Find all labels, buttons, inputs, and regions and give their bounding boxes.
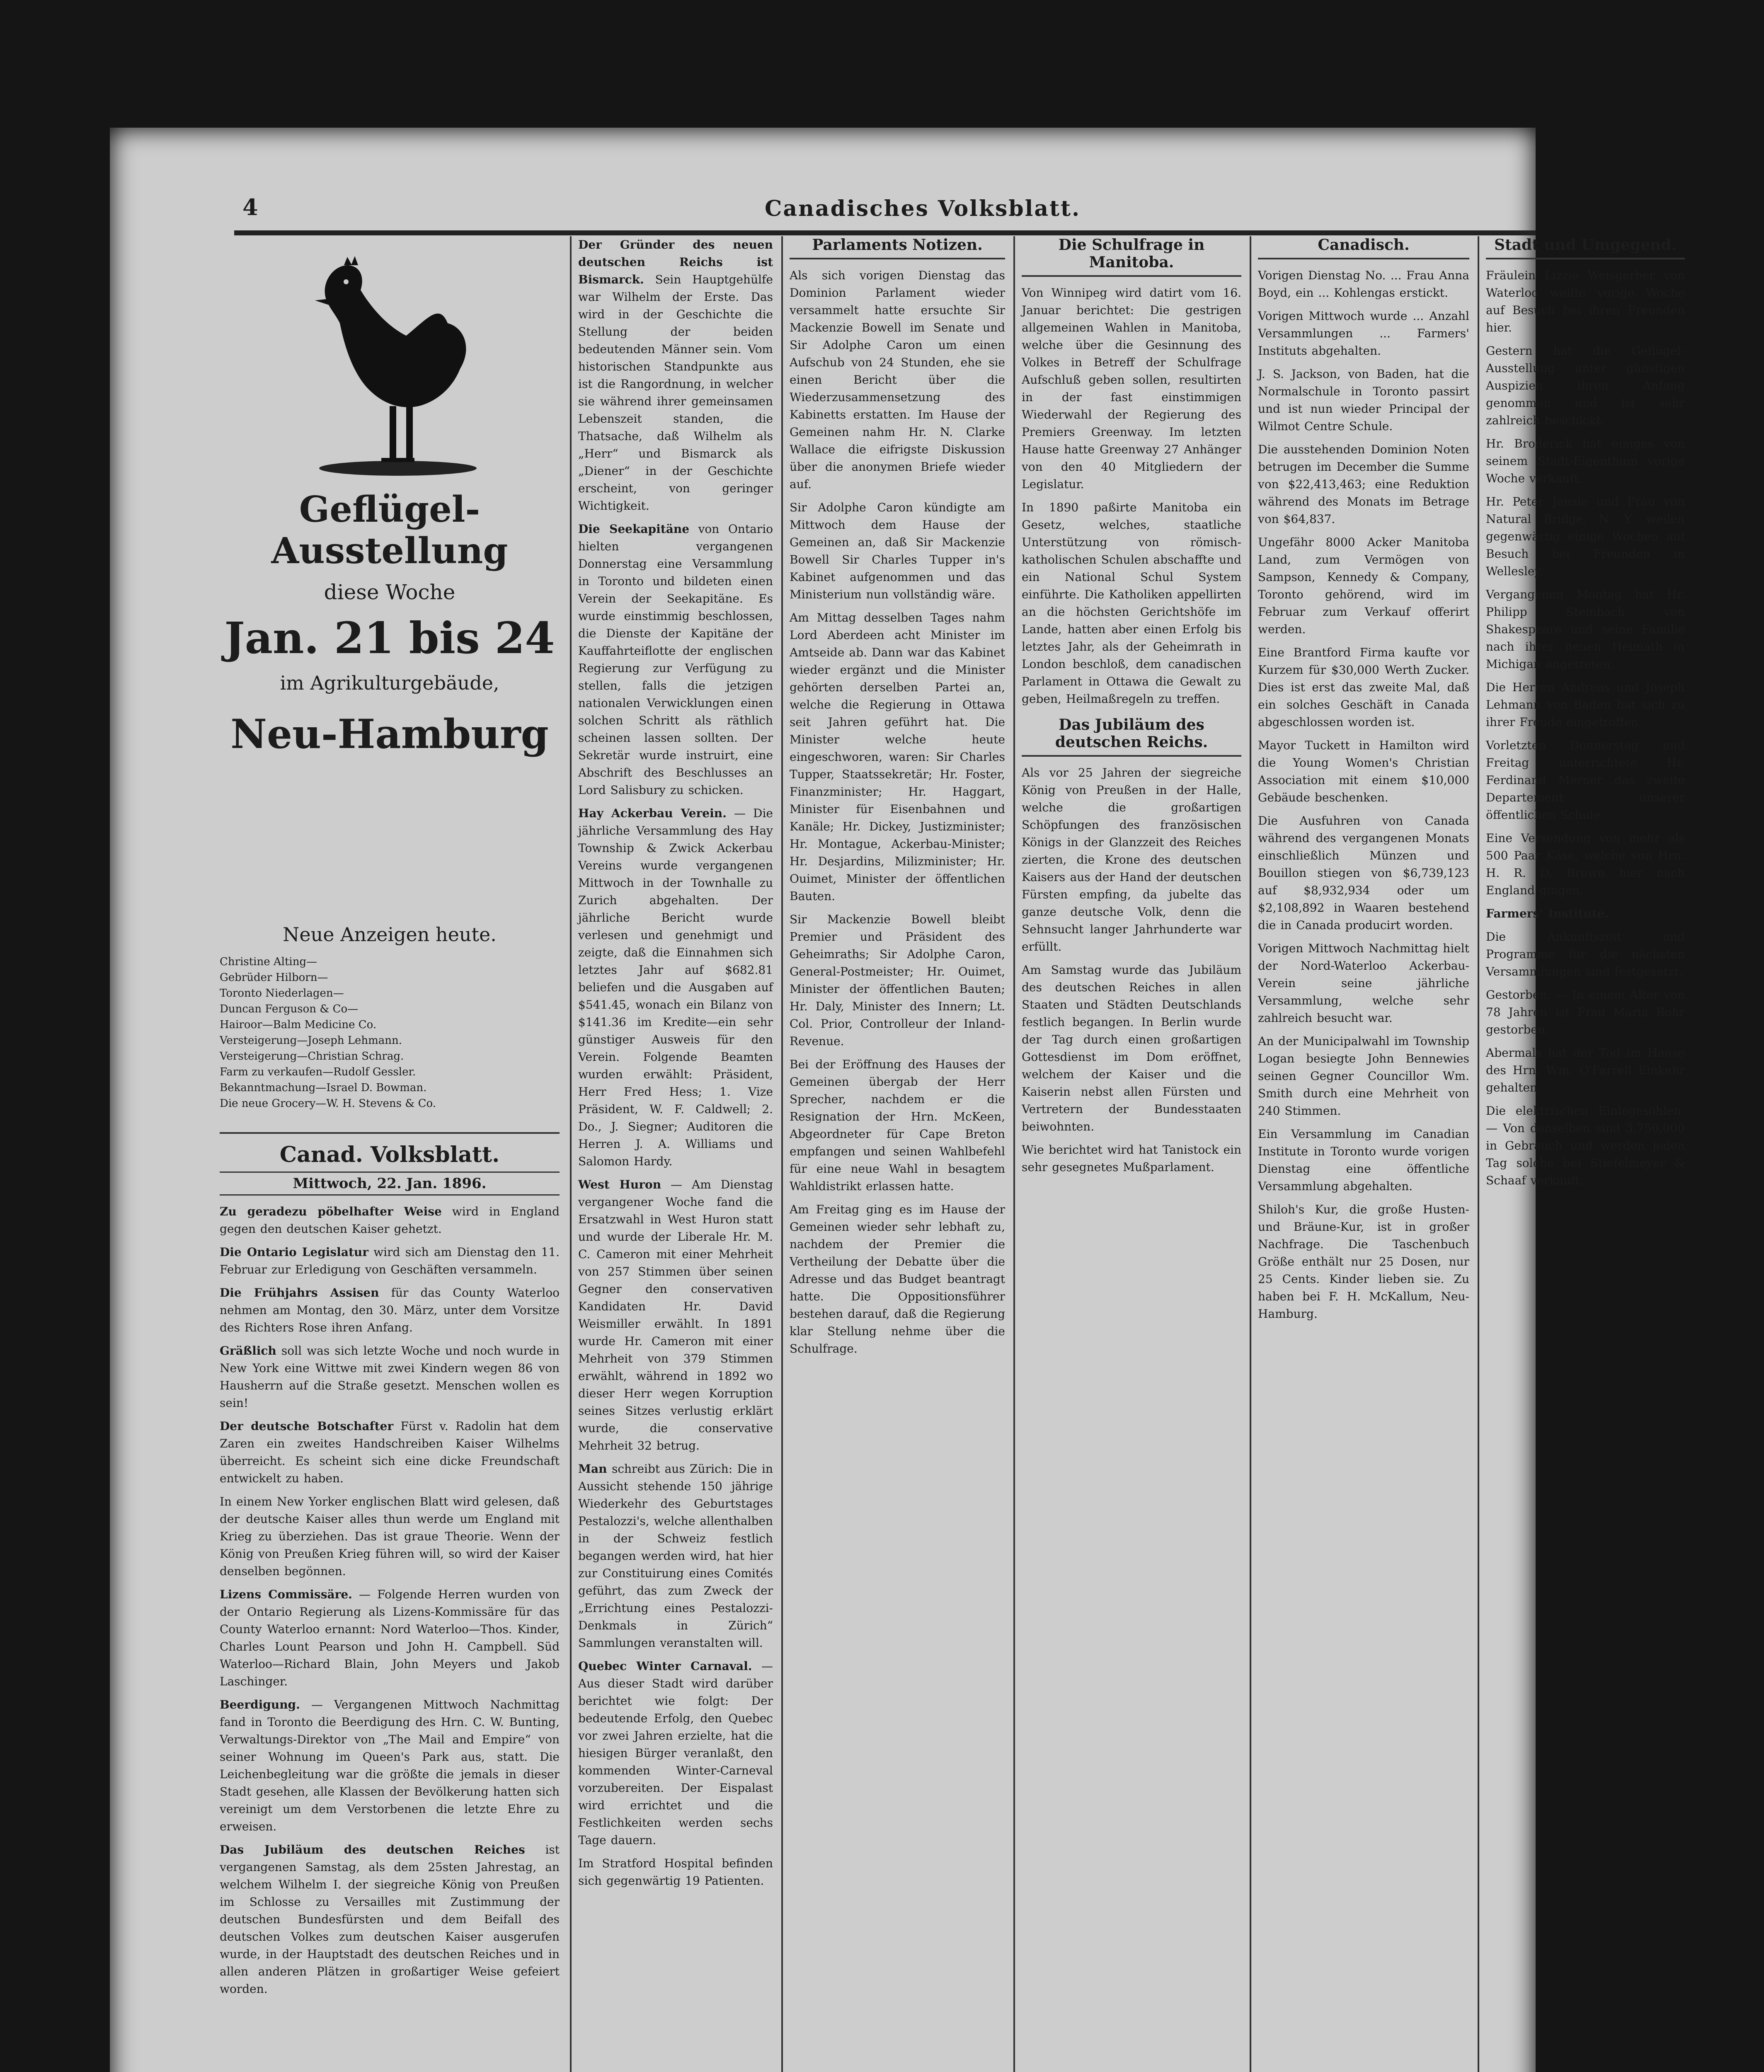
column-rule — [570, 236, 572, 2072]
article-lead: Man — [578, 1462, 607, 1476]
article-paragraph — [1258, 940, 1469, 1027]
column-rule — [1013, 236, 1015, 2072]
article-paragraph — [1022, 1141, 1241, 1176]
page-number: 4 — [242, 194, 258, 220]
article-text: — Aus dieser Stadt wird darüber berichtet wie folgt: Der bedeutende Erfolg, den Quebec vor zwei Jahren erzielte, hat die hiesigen Bürger veranlaßt, den kommenden Winter-Carneval vorzubereiten. Der Eispalast wird errichtet und die Festlichkeiten werden sechs Tage dauern. — [578, 1659, 773, 1847]
new-ad-item: Versteigerung—Christian Schrag. — [220, 1050, 404, 1063]
article-paragraph — [1486, 905, 1685, 922]
new-ad-item: Hairoor—Balm Medicine Co. — [220, 1019, 377, 1031]
article-lead: Gräßlich — [220, 1344, 276, 1358]
article-paragraph — [1258, 267, 1469, 302]
article-paragraph — [790, 1056, 1005, 1195]
ad-venue: im Agrikulturgebäude, — [280, 672, 499, 694]
article-text: Eine Brantford Firma kaufte vor Kurzem für $30,000 Werth Zucker. Dies ist erst das zweite Mal, daß ein solches Geschäft in Canada abgeschlossen worden ist. — [1258, 646, 1469, 729]
column-6-body — [1486, 236, 1685, 1189]
ad-subtitle: diese Woche — [324, 580, 456, 604]
article-paragraph — [790, 499, 1005, 603]
article-text: Im Stratford Hospital befinden sich gegenwärtig 19 Patienten. — [578, 1857, 773, 1888]
article-text: soll was sich letzte Woche und noch wurde in New York eine Wittwe mit zwei Kindern wegen 86 von Hausherrn auf die Straße gesetzt. Menschen wollen es sein! — [220, 1344, 560, 1410]
page-header — [110, 128, 1536, 252]
article-paragraph — [220, 1244, 560, 1278]
article-text: Gestern hat die Geflügel-Ausstellung unter günstigen Auspizien ihren Anfang genommen und ist sehr zahlreich beschickt. — [1486, 344, 1685, 427]
article-paragraph — [1022, 499, 1241, 708]
article-paragraph — [220, 1586, 560, 1690]
article-text: Vorletzten Donnerstag und Freitag unterrichtete Hr. Ferdinand Merner das zweite Departement unserer öffentlichen Schule. — [1486, 738, 1685, 822]
article-text: Als vor 25 Jahren der siegreiche König von Preußen in der Halle, welche die großartigen Schöpfungen des französischen Königs in der Glanzzeit des Reiches zierten, die Krone des deutschen Kaisers aus der Hand der deutschen Fürsten empfing, da jubelte das ganze deutsche Volk, denn die Sehnsucht langer Jahrhunderte war erfüllt. — [1022, 766, 1241, 954]
article-paragraph — [578, 236, 773, 515]
article-paragraph — [1258, 1126, 1469, 1195]
article-text: Sir Mackenzie Bowell bleibt Premier und Präsident des Geheimraths; Sir Adolphe Caron, General-Postmeister; Hr. Ouimet, Minister der öffentlichen Bauten; Hr. Daly, Minister des Innern; Lt. Col. Prior, Controlleur der Inland-Revenue. — [790, 913, 1005, 1048]
new-ads-title: Neue Anzeigen heute. — [283, 923, 497, 946]
article-paragraph — [1258, 441, 1469, 528]
column-rule — [1250, 236, 1251, 2072]
article-paragraph — [220, 1493, 560, 1580]
article-text: — Am Dienstag vergangener Woche fand die Ersatzwahl in West Huron statt und wurde der Liberale Hr. M. C. Cameron mit einer Mehrheit von 257 Stimmen über seinen Gegner den conservativen Kandidaten Hr. David Weismiller erwählt. In 1891 wurde Hr. Cameron mit einer Mehrheit von 379 Stimmen erwählt, während in 1892 wo dieser Herr wegen Korruption seines Sitzes verlustig erklärt wurde, die conservative Mehrheit 32 betrug. — [578, 1178, 773, 1452]
article-paragraph — [220, 1284, 560, 1336]
article-paragraph — [1486, 737, 1685, 824]
article-text: schreibt aus Zürich: Die in Aussicht stehende 150 jährige Wiederkehr des Geburtstages Pestalozzi's, welche allenthalben in der Schweiz festlich begangen werden wird, hat hier zur Constituirung eines Comités geführt, das zum Zweck der „Errichtung eines Pestalozzi-Denkmals in Zürich“ Sammlungen veranstalten will. — [578, 1462, 773, 1650]
article-text: Vorigen Mittwoch wurde ... Anzahl Versammlungen ... Farmers' Instituts abgehalten. — [1258, 309, 1469, 358]
new-ad-item: Christine Alting— — [220, 956, 317, 968]
article-paragraph — [220, 1418, 560, 1487]
article-text: Als sich vorigen Dienstag das Dominion Parlament wieder versammelt hatte ersuchte Sir Mackenzie Bowell im Senate und Sir Adolphe Caron um einen Aufschub von 24 Stunden, ehe sie einen Bericht über die Wiederzusammensetzung des Kabinetts erstatten. Im Hause der Gemeinen nahm Hr. N. Clarke Wallace die eifrigste Diskussion über die anonymen Briefe wieder auf. — [790, 269, 1005, 491]
new-ads-list — [220, 954, 560, 1111]
article-text: Farmers' Institute. — [1486, 907, 1609, 920]
article-paragraph — [220, 1342, 560, 1412]
article-paragraph — [220, 1203, 560, 1238]
column-4 — [1022, 236, 1241, 2072]
article-text: Die Herren Andreas und Joseph Lehmann von Baden hat sich zu ihrer Freude eingetroffen. — [1486, 680, 1685, 729]
article-lead: Der deutsche Botschafter — [220, 1419, 394, 1433]
new-ad-item: Farm zu verkaufen—Rudolf Gessler. — [220, 1066, 416, 1078]
column-6 — [1486, 236, 1685, 2072]
article-lead: Quebec Winter Carnaval. — [578, 1659, 752, 1673]
article-paragraph — [578, 1176, 773, 1455]
masthead-date: Mittwoch, 22. Jan. 1896. — [220, 1172, 560, 1196]
new-ad-item: Duncan Ferguson & Co— — [220, 1003, 359, 1015]
article-paragraph — [790, 267, 1005, 493]
article-paragraph — [578, 1460, 773, 1652]
article-lead: Beerdigung. — [220, 1698, 300, 1711]
new-ad-item: Die neue Grocery—W. H. Stevens & Co. — [220, 1097, 436, 1110]
article-paragraph — [220, 1696, 560, 1835]
column-title: Stadt und Umgegend. — [1486, 236, 1685, 259]
article-text: Von Winnipeg wird datirt vom 16. Januar berichtet: Die gestrigen allgemeinen Wahlen in Manitoba, welche über die Gesinnung des Volkes in Betreff der Schulfrage Aufschluß geben sollen, resultirten in der fast einstimmigen Wiederwahl der Regierung des Premiers Greenway. Im letzten Hause hatte Greenway 27 Anhänger von den 40 Mitgliedern der Legislatur. — [1022, 286, 1241, 491]
article-paragraph — [1486, 586, 1685, 673]
article-paragraph — [1486, 928, 1685, 980]
poultry-exhibition-ad — [220, 236, 560, 1019]
article-text: An der Municipalwahl im Township Logan besiegte John Bennewies seinen Gegner Councillor Wm. Smith durch eine Mehrheit von 240 Stimmen. — [1258, 1034, 1469, 1118]
header-rule — [234, 230, 1536, 235]
article-text: Hr. Peter Jansie und Frau von Natural Bridge, N. Y. weilen gegenwärtig einige Wochen auf Besuch bei Freunden in Wellesley. — [1486, 495, 1685, 578]
column-title: Parlaments Notizen. — [790, 236, 1005, 259]
article-text: Ungefähr 8000 Acker Manitoba Land, zum Vermögen von Sampson, Kennedy & Company, Toronto gehörend, wird im Februar zum Verkauf offerirt werden. — [1258, 535, 1469, 636]
article-lead: Das Jubiläum des deutschen Reiches — [220, 1843, 525, 1857]
newspaper-title: Canadisches Volksblatt. — [765, 196, 1081, 221]
article-paragraph — [1486, 435, 1685, 487]
article-text: Am Samstag wurde das Jubiläum des deutschen Reiches in allen Staaten und Städten Deutschlands festlich begangen. In Berlin wurde der Tag durch einen großartigen Gottesdienst im Dom eröffnet, welchem der Kaiser und die Kaiserin nebst allen Fürsten und Vertretern der Bundesstaaten beiwohnten. — [1022, 963, 1241, 1133]
article-lead: Die Seekapitäne — [578, 522, 690, 536]
article-paragraph — [1258, 366, 1469, 435]
article-paragraph — [1258, 812, 1469, 934]
column-rule — [781, 236, 783, 2072]
article-text: Die Ausfuhren von Canada während des vergangenen Monats einschließlich Münzen und Bouillon stiegen von $6,739,123 auf $8,932,934 oder um $2,108,892 in Waaren bestehend die in Canada producirt worden. — [1258, 814, 1469, 932]
article-text: Mayor Tuckett in Hamilton wird die Young Women's Christian Association mit einem $10,000 Gebäude beschenken. — [1258, 738, 1469, 804]
article-text: Die Ankunftszeit und Programme für die nächsten Versammlungen sind festgesetzt. — [1486, 930, 1685, 978]
article-paragraph — [1486, 1044, 1685, 1097]
article-text: Shiloh's Kur, die große Husten- und Bräune-Kur, ist in großer Nachfrage. Die Taschenbuch Größe enthält nur 25 Dosen, nur 25 Cents. Kinder lieben sie. Zu haben bei F. H. McKallum, Neu-Hamburg. — [1258, 1203, 1469, 1321]
article-paragraph — [1486, 493, 1685, 580]
article-lead: Die Frühjahrs Assisen — [220, 1286, 379, 1300]
ad-town: Neu-Hamburg — [230, 711, 549, 758]
article-text: Fräulein Lizzie Weisgerber von Waterloo weilte vorige Woche auf Besuch bei ihren Freunden hier. — [1486, 269, 1685, 334]
article-text: Wie berichtet wird hat Tanistock ein sehr gesegnetes Mußparlament. — [1022, 1143, 1241, 1174]
article-text: Am Mittag desselben Tages nahm Lord Aberdeen acht Minister im Amtseide ab. Dann war das Kabinet wieder ergänzt und die Minister gehörten derselben Partei an, welche die Regierung in Ottawa seit Jahren geführt hat. Die Minister welche heute eingeschworen, waren: Sir Charles Tupper, Staatssekretär; Hr. Foster, Finanzminister; Hr. Haggart, Minister für Eisenbahnen und Kanäle; Hr. Dickey, Justizminister; Hr. Montague, Ackerbau-Minister; Hr. Desjardins, Milizminister; Hr. Ouimet, Minister der öffentlichen Bauten. — [790, 611, 1005, 903]
article-text: — Vergangenen Mittwoch Nachmittag fand in Toronto die Beerdigung des Hrn. C. W. Bunting, Verwaltungs-Direktor von „The Mail and Empire“ von seiner Wohnung im Queen's Park aus, statt. Die Leichenbegleitung war die größte die jemals in dieser Stadt gesehen, alle Klassen der Bevölkerung hatten sich vereinigt um dem Verstorbenen die letzte Ehre zu erweisen. — [220, 1698, 560, 1833]
article-text: Abermals hat der Tod im Hause des Hrn. Wm. O'Farrell Einkehr gehalten. — [1486, 1046, 1685, 1094]
column-5-body — [1258, 236, 1469, 1323]
article-text: Die elektrischen Einlegesohlen. — Von denselben sind 3,750,000 in Gebrauch und werden jeden Tag solche bei Stiefelmeyer & Schaaf verkauft. — [1486, 1104, 1685, 1187]
column-1 — [220, 923, 560, 2072]
new-ad-item: Toronto Niederlagen— — [220, 987, 344, 1000]
article-text: wird in England gegen den deutschen Kaiser gehetzt. — [220, 1205, 560, 1236]
article-paragraph — [1486, 267, 1685, 336]
masthead: Canad. Volksblatt. — [220, 1132, 560, 1167]
article-text: — Die jährliche Versammlung des Hay Township & Zwick Ackerbau Vereins wurde vergangenen Mittwoch in der Townhalle zu Zurich abgehalten. Der jährliche Bericht wurde verlesen und genehmigt und zeigte, daß die Einnahmen sich letztes Jahr auf $682.81 beliefen und die Ausgaben auf $541.45, wonach ein Bilanz von $141.36 im Kredite—ein sehr günstiger Ausweis für den Verein. Folgende Beamten wurden erwählt: Präsident, Herr Fred Hess; 1. Vize Präsident, W. F. Caldwell; 2. Do., J. Siegner; Auditoren die Herren J. A. Williams und Salomon Hardy. — [578, 806, 773, 1168]
column-3-body — [790, 236, 1005, 1358]
article-text: Vorigen Dienstag No. ... Frau Anna Boyd, ein ... Kohlengas erstickt. — [1258, 269, 1469, 300]
article-lead: Die Ontario Legislatur — [220, 1245, 369, 1259]
article-title: Das Jubiläum des deutschen Reichs. — [1022, 716, 1241, 757]
article-lead: Der Gründer des neuen deutschen Reichs ist Bismarck. — [578, 238, 773, 286]
article-text: Die ausstehenden Dominion Noten betrugen im December die Summe von $22,413,463; eine Reduktion während des Monats im Betrage von $64,837. — [1258, 443, 1469, 526]
article-paragraph — [1258, 534, 1469, 638]
article-paragraph — [790, 911, 1005, 1050]
article-text: von Ontario hielten vergangenen Donnerstag eine Versammlung in Toronto und bildeten einen Verein der Seekapitäne. Es wurde einstimmig beschlossen, die Dienste der Kapitäne der Kauffahrteiflotte der englischen Regierung zur Verfügung zu stellen, falls die jetzigen nationalen Verwicklungen einen solchen Schritt als räthlich scheinen lassen sollten. Der Sekretär wurde instruirt, eine Abschrift des Beschlusses an Lord Salisbury zu schicken. — [578, 522, 773, 797]
article-text: Bei der Eröffnung des Hauses der Gemeinen übergab der Herr Sprecher, nachdem er die Resignation der Hrn. McKeen, Abgeordneter für Cape Breton empfangen und seinen Wahlbefehl für eine neue Wahl in besagtem Wahldistrikt erlassen hatte. — [790, 1058, 1005, 1193]
article-text: Vorigen Mittwoch Nachmittag hielt der Nord-Waterloo Ackerbau-Verein seine jährliche Versammlung, welche sehr zahlreich besucht war. — [1258, 942, 1469, 1025]
article-paragraph — [578, 520, 773, 799]
article-lead: Hay Ackerbau Verein. — [578, 806, 727, 820]
article-lead: Lizens Commissäre. — [220, 1588, 352, 1601]
article-paragraph — [790, 1201, 1005, 1358]
article-paragraph — [578, 1658, 773, 1849]
ad-title: Geflügel-Ausstellung — [271, 489, 508, 572]
article-text: für das County Waterloo nehmen am Montag, den 30. März, unter dem Vorsitze des Richters Rose ihren Anfang. — [220, 1286, 560, 1334]
article-paragraph — [578, 805, 773, 1170]
column-title: Die Schulfrage in Manitoba. — [1022, 236, 1241, 277]
article-text: Fürst v. Radolin hat dem Zaren ein zweites Handschreiben Kaiser Wilhelms überreicht. Es scheint sich eine dicke Freundschaft entwickelt zu haben. — [220, 1419, 560, 1485]
article-paragraph — [1258, 644, 1469, 731]
column-rule — [1478, 236, 1479, 2072]
article-paragraph — [220, 1841, 560, 1998]
column-5 — [1258, 236, 1469, 2072]
article-text: Sein Hauptgehülfe war Wilhelm der Erste. Das wird in der Geschichte die Stellung der beiden bedeutenden Männer sein. Vom historischen Standpunkte aus ist die Rangordnung, in welcher sie während ihrer gemeinsamen Lebenszeit standen, die Thatsache, daß Wilhelm als „Herr“ und Bismarck als „Diener“ in der Geschichte erscheint, von geringer Wichtigkeit. — [578, 273, 773, 513]
article-text: Sir Adolphe Caron kündigte am Mittwoch dem Hause der Gemeinen an, daß Sir Mackenzie Bowell Sir Charles Tupper in's Kabinet aufgenommen und das Ministerium nun vollständig wäre. — [790, 501, 1005, 601]
article-paragraph — [1022, 961, 1241, 1135]
article-paragraph — [1486, 342, 1685, 429]
article-paragraph — [1486, 1102, 1685, 1189]
new-ad-item: Versteigerung—Joseph Lehmann. — [220, 1034, 402, 1047]
article-paragraph — [1486, 830, 1685, 899]
article-paragraph — [1258, 307, 1469, 360]
article-text: Gestorben. — In einem Alter von 78 Jahren ist Frau Maria Rohr gestorben. — [1486, 988, 1685, 1036]
article-paragraph — [1022, 284, 1241, 493]
column-2 — [578, 236, 773, 2072]
article-lead: West Huron — [578, 1178, 662, 1191]
ad-dates: Jan. 21 bis 24 — [224, 612, 555, 663]
article-text: Hr. Broderick hat einiges von seinem Stadt-Eigenthum vorige Woche verkauft. — [1486, 437, 1685, 485]
column-1-body — [220, 1203, 560, 1998]
column-3 — [790, 236, 1005, 2072]
rooster-icon — [303, 253, 477, 477]
newspaper-page — [110, 128, 1685, 2072]
column-2-body — [578, 236, 773, 1890]
column-4-body — [1022, 236, 1241, 1176]
article-paragraph — [1258, 1201, 1469, 1323]
article-text: Am Freitag ging es im Hause der Gemeinen wieder sehr lebhaft zu, nachdem der Premier die Vertheilung der Debatte über die Adresse und das Budget beantragt hatte. Die Oppositionsführer bestehen darauf, daß die Regierung klar Stellung nehme über die Schulfrage. — [790, 1203, 1005, 1356]
article-text: Vergangenen Montag hat Hr. Philipp Steinbach von Shakespeare und seine Familie nach ihrer neuen Heimath in Michigan angetreten. — [1486, 588, 1685, 671]
article-text: Eine Versendung von mehr als 500 Paar Käse, welche von Hrn. H. R. D. Brown hier nach England gingen. — [1486, 831, 1685, 897]
article-text: In 1890 paßirte Manitoba ein Gesetz, welches, staatliche Unterstützung von römisch-katholischen Schulen abschaffte und ein National Schul System einführte. Die Katholiken appellirten an die höchsten Gerichtshöfe im Lande, hatten aber einen Erfolg bis letztes Jahr, als der Geheimrath in London beschloß, dem canadischen Parlament in Ottawa die Gewalt zu geben, Heilmaßregeln zu treffen. — [1022, 501, 1241, 706]
article-paragraph — [1258, 737, 1469, 806]
article-text: ist vergangenen Samstag, als dem 25sten Jahrestag, an welchem Wilhelm I. der siegreiche König von Preußen im Schlosse zu Versailles mit Zustimmung der deutschen Bundesfürsten und dem Beifall des deutschen Volkes zum deutschen Kaiser ausgerufen wurde, in der Hauptstadt des deutschen Reiches und in allen anderen Plätzen in großartiger Weise gefeiert worden. — [220, 1843, 560, 1996]
new-ad-item: Gebrüder Hilborn— — [220, 971, 328, 984]
article-text: wird sich am Dienstag den 11. Februar zur Erledigung von Geschäften versammeln. — [220, 1245, 560, 1276]
article-paragraph — [1022, 764, 1241, 956]
article-text: — Folgende Herren wurden von der Ontario Regierung als Lizens-Kommissäre für das County Waterloo ernannt: Nord Waterloo—Thos. Kinder, Charles Lount Pearson und John H. Campbell. Süd Waterloo—Richard Blain, John Meyers und Jakob Laschinger. — [220, 1588, 560, 1688]
new-ad-item: Bekanntmachung—Israel D. Bowman. — [220, 1082, 427, 1094]
article-text: J. S. Jackson, von Baden, hat die Normalschule in Toronto passirt und ist nun wieder Principal der Wilmot Centre Schule. — [1258, 367, 1469, 433]
article-text: Ein Versammlung im Canadian Institute in Toronto wurde vorigen Dienstag eine öffentliche Versammlung abgehalten. — [1258, 1127, 1469, 1193]
article-paragraph — [578, 1855, 773, 1890]
article-text: In einem New Yorker englischen Blatt wird gelesen, daß der deutsche Kaiser alles thun werde um England mit Krieg zu überziehen. Das ist graue Theorie. Wenn der König von Preußen Krieg führen will, so wird der Kaiser denselben begönnen. — [220, 1495, 560, 1578]
article-paragraph — [1258, 1033, 1469, 1120]
article-lead: Zu geradezu pöbelhafter Weise — [220, 1205, 442, 1218]
article-paragraph — [1486, 679, 1685, 731]
article-paragraph — [1486, 986, 1685, 1038]
article-paragraph — [790, 609, 1005, 905]
column-title: Canadisch. — [1258, 236, 1469, 259]
